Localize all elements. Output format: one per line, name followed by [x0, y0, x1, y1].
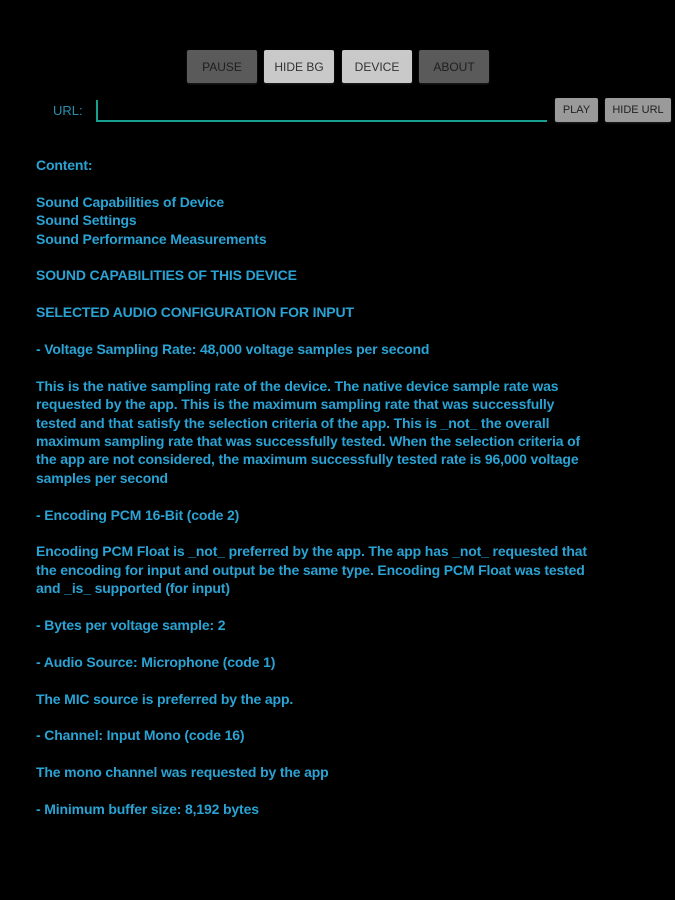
text-line: - Channel: Input Mono (code 16): [36, 727, 245, 744]
text-line: maximum sampling rate that was successfully tested. When the selection criteria of: [36, 433, 580, 450]
paragraph: [36, 726, 587, 744]
url-input[interactable]: [96, 98, 547, 122]
hide-bg-button[interactable]: HIDE BG: [264, 50, 334, 83]
text-line: - Bytes per voltage sample: 2: [36, 617, 226, 634]
paragraph: [36, 653, 587, 671]
paragraph-gap: [36, 634, 587, 652]
text-line: The mono channel was requested by the app: [36, 764, 329, 781]
text-line: Sound Performance Measurements: [36, 230, 267, 247]
paragraph-gap: [36, 174, 587, 192]
text-line: SELECTED AUDIO CONFIGURATION FOR INPUT: [36, 304, 354, 321]
text-line: - Audio Source: Microphone (code 1): [36, 653, 276, 670]
paragraph: [36, 266, 587, 284]
text-line: tested and that satisfy the selection criteria of the app. This is _not_ the overall: [36, 414, 550, 431]
paragraph: [36, 542, 587, 597]
text-line: - Minimum buffer size: 8,192 bytes: [36, 801, 259, 818]
paragraph: [36, 303, 587, 321]
paragraph: [36, 763, 587, 781]
pause-button[interactable]: PAUSE: [187, 50, 257, 83]
paragraph: [36, 377, 587, 487]
paragraph-gap: [36, 708, 587, 726]
text-line: This is the native sampling rate of the device. The native device sample rate was: [36, 377, 559, 394]
paragraph-gap: [36, 487, 587, 505]
text-line: and _is_ supported (for input): [36, 580, 230, 597]
paragraph: [36, 690, 587, 708]
text-line: The MIC source is preferred by the app.: [36, 690, 294, 707]
paragraph-gap: [36, 248, 587, 266]
hide-url-button[interactable]: HIDE URL: [605, 98, 671, 122]
paragraph-gap: [36, 322, 587, 340]
text-line: Sound Settings: [36, 212, 137, 229]
text-line: samples per second: [36, 469, 168, 486]
paragraph-gap: [36, 671, 587, 689]
paragraph-gap: [36, 358, 587, 376]
text-line: the app are not considered, the maximum successfully tested rate is 96,000 voltage: [36, 451, 579, 468]
device-info-content: [36, 156, 587, 818]
text-line: SOUND CAPABILITIES OF THIS DEVICE: [36, 267, 297, 284]
paragraph: [36, 506, 587, 524]
paragraph: [36, 800, 587, 818]
text-line: requested by the app. This is the maximum sampling rate that was successfully: [36, 396, 555, 413]
device-button[interactable]: DEVICE: [342, 50, 412, 83]
paragraph-gap: [36, 598, 587, 616]
text-cursor: [96, 100, 98, 120]
paragraph: [36, 616, 587, 634]
about-button[interactable]: ABOUT: [419, 50, 489, 83]
text-line: Sound Capabilities of Device: [36, 193, 224, 210]
paragraph: [36, 156, 587, 174]
paragraph: [36, 193, 587, 248]
paragraph: [36, 340, 587, 358]
url-label: URL:: [53, 103, 83, 118]
text-line: Encoding PCM Float is _not_ preferred by the app. The app has _not_ requested that: [36, 543, 587, 560]
text-line: the encoding for input and output be the same type. Encoding PCM Float was tested: [36, 561, 585, 578]
text-line: Content:: [36, 157, 93, 173]
paragraph-gap: [36, 524, 587, 542]
text-line: - Encoding PCM 16-Bit (code 2): [36, 506, 240, 523]
text-line: - Voltage Sampling Rate: 48,000 voltage samples per second: [36, 341, 430, 357]
paragraph-gap: [36, 285, 587, 303]
paragraph-gap: [36, 782, 587, 800]
paragraph-gap: [36, 745, 587, 763]
play-button[interactable]: PLAY: [555, 98, 598, 122]
